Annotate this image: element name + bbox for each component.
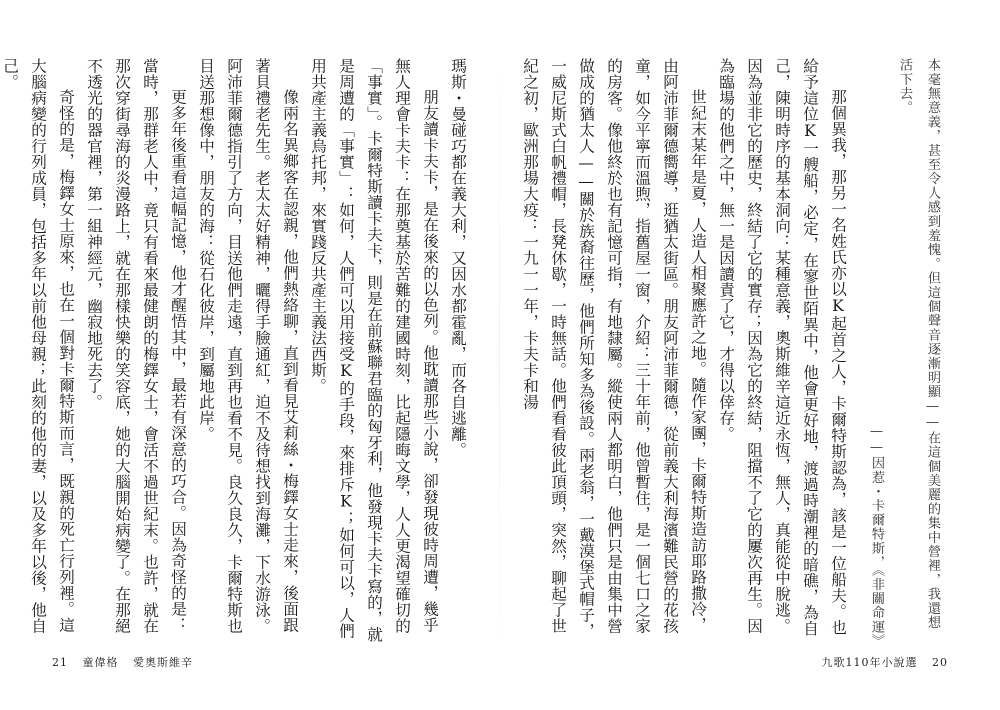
body-paragraph: 那個異我，那另一名姓氏亦以K起首之人，卡爾特斯認為，該是一位船夫。也給予這位K一艘船，必定，在寥世陌異中，他會更好地，渡過時潮裡的暗礁，為自己，陳明時序的基本洞向：某種意義，奧斯維辛這近永恆，無人，真能從中脫逃。因為並非它的歷史，終結了它的實存；因為它的終結，阻擋不了它的屢次再生。因為臨場的他們之中，無一是因讀責了它，才得以倖存。 (717, 58, 847, 637)
running-title: 愛奧斯維辛 (133, 656, 193, 669)
body-paragraph: 像兩名異鄉客在認親，他們熱絡聊，直到看見艾莉絲・梅鐸女士走來，後面跟著貝禮老先生。老太太好精神，曬得手臉通紅，迫不及待想找到海灘，下水游泳。阿沛菲爾德指引了方向，目送他們走遠，直到再也看不見。良久良久，卡爾特斯也目送那想像中，朋友的海：從石化彼岸，到屬地此岸。 (197, 58, 299, 634)
running-author: 童偉格 (82, 656, 119, 669)
body-paragraph: 更多年後重看這幅記憶，他才醒悟其中，最若有深意的巧合。因為奇怪的是：當時，那群老人中，竟只有看來最健朗的梅鐸女士，會活不過世紀末。也許，就在那次穿街尋海的炎漫路上，就在那樣快樂的笑容底，她的大腦開始病變了。在那絕不透光的器官裡，第一組神經元，幽寂地死去了。 (85, 58, 187, 634)
epigraph-line: 活下去。 (897, 58, 912, 115)
epigraph-attribution: ——因惹・卡爾特斯，《非關命運》 (869, 423, 884, 648)
epigraph (862, 58, 946, 648)
body-paragraph: 世紀末某年是夏，人造人相聚應許之地。隨作家團，卡爾特斯造訪耶路撒冷，由阿沛菲爾德嚮導，逛猶太街區。朋友阿沛菲爾德，從前義大利海濱難民營的花孩童，如今平寧而溫煦，指舊屋一窗，介紹：三十年前，他曾暫住，是一個七口之家的房客。像他終於也有記憶可指，有地隸屬。縱使兩人都明白，他們只是由集中營做成的猶太人——關於族裔往歷，他們所知多為後設。兩老翁，一戴漠堡式帽子，一威尼斯式白帆禮帽，長凳休歇，一時無話。他們看看彼此頂頭，突然，聊起了世紀之初，歐洲那場大疫：一九一一年，卡夫卡和湯 (521, 58, 707, 639)
epigraph-line: 本毫無意義，甚至令人感到羞愧。但這個聲音逐漸明顯——在這個美麗的集中營裡，我還想 (925, 58, 940, 630)
right-folio (812, 654, 949, 670)
body-paragraph: 奇怪的是，梅鐸女士原來，也在一個對卡爾特斯而言，既親的死亡行列裡。這大腦病變的行列成員，包括多年以前他母親；此刻的他的妻，以及多年以後，他自己。 (1, 58, 75, 634)
body-paragraph: 朋友讀卡夫卡，是在後來的以色列。他耽讀那些小說，卻發現彼時周遭，幾乎無人理會卡夫卡：在那奠基於苦難的建國時刻，比起隱晦文學，人人更渴望確切的「事實」。卡爾特斯讀卡夫卡，則是在前蘇聯君臨的匈牙利，他發現卡夫卡寫的，就是周遭的「事實」：如何，人們可以用接受K的手段，來排斥K；如何可以，人們用共產主義烏托邦，來實踐反共產主義法西斯。 (309, 58, 439, 643)
body-paragraph: 瑪斯・曼碰巧都在義大利，又因水都霍亂，而各自逃離。 (449, 58, 467, 458)
right-page-body (521, 58, 946, 648)
page-number: 20 (932, 656, 948, 669)
page-number: 21 (52, 656, 68, 669)
running-title: 九歌110年小說選 (821, 656, 918, 669)
